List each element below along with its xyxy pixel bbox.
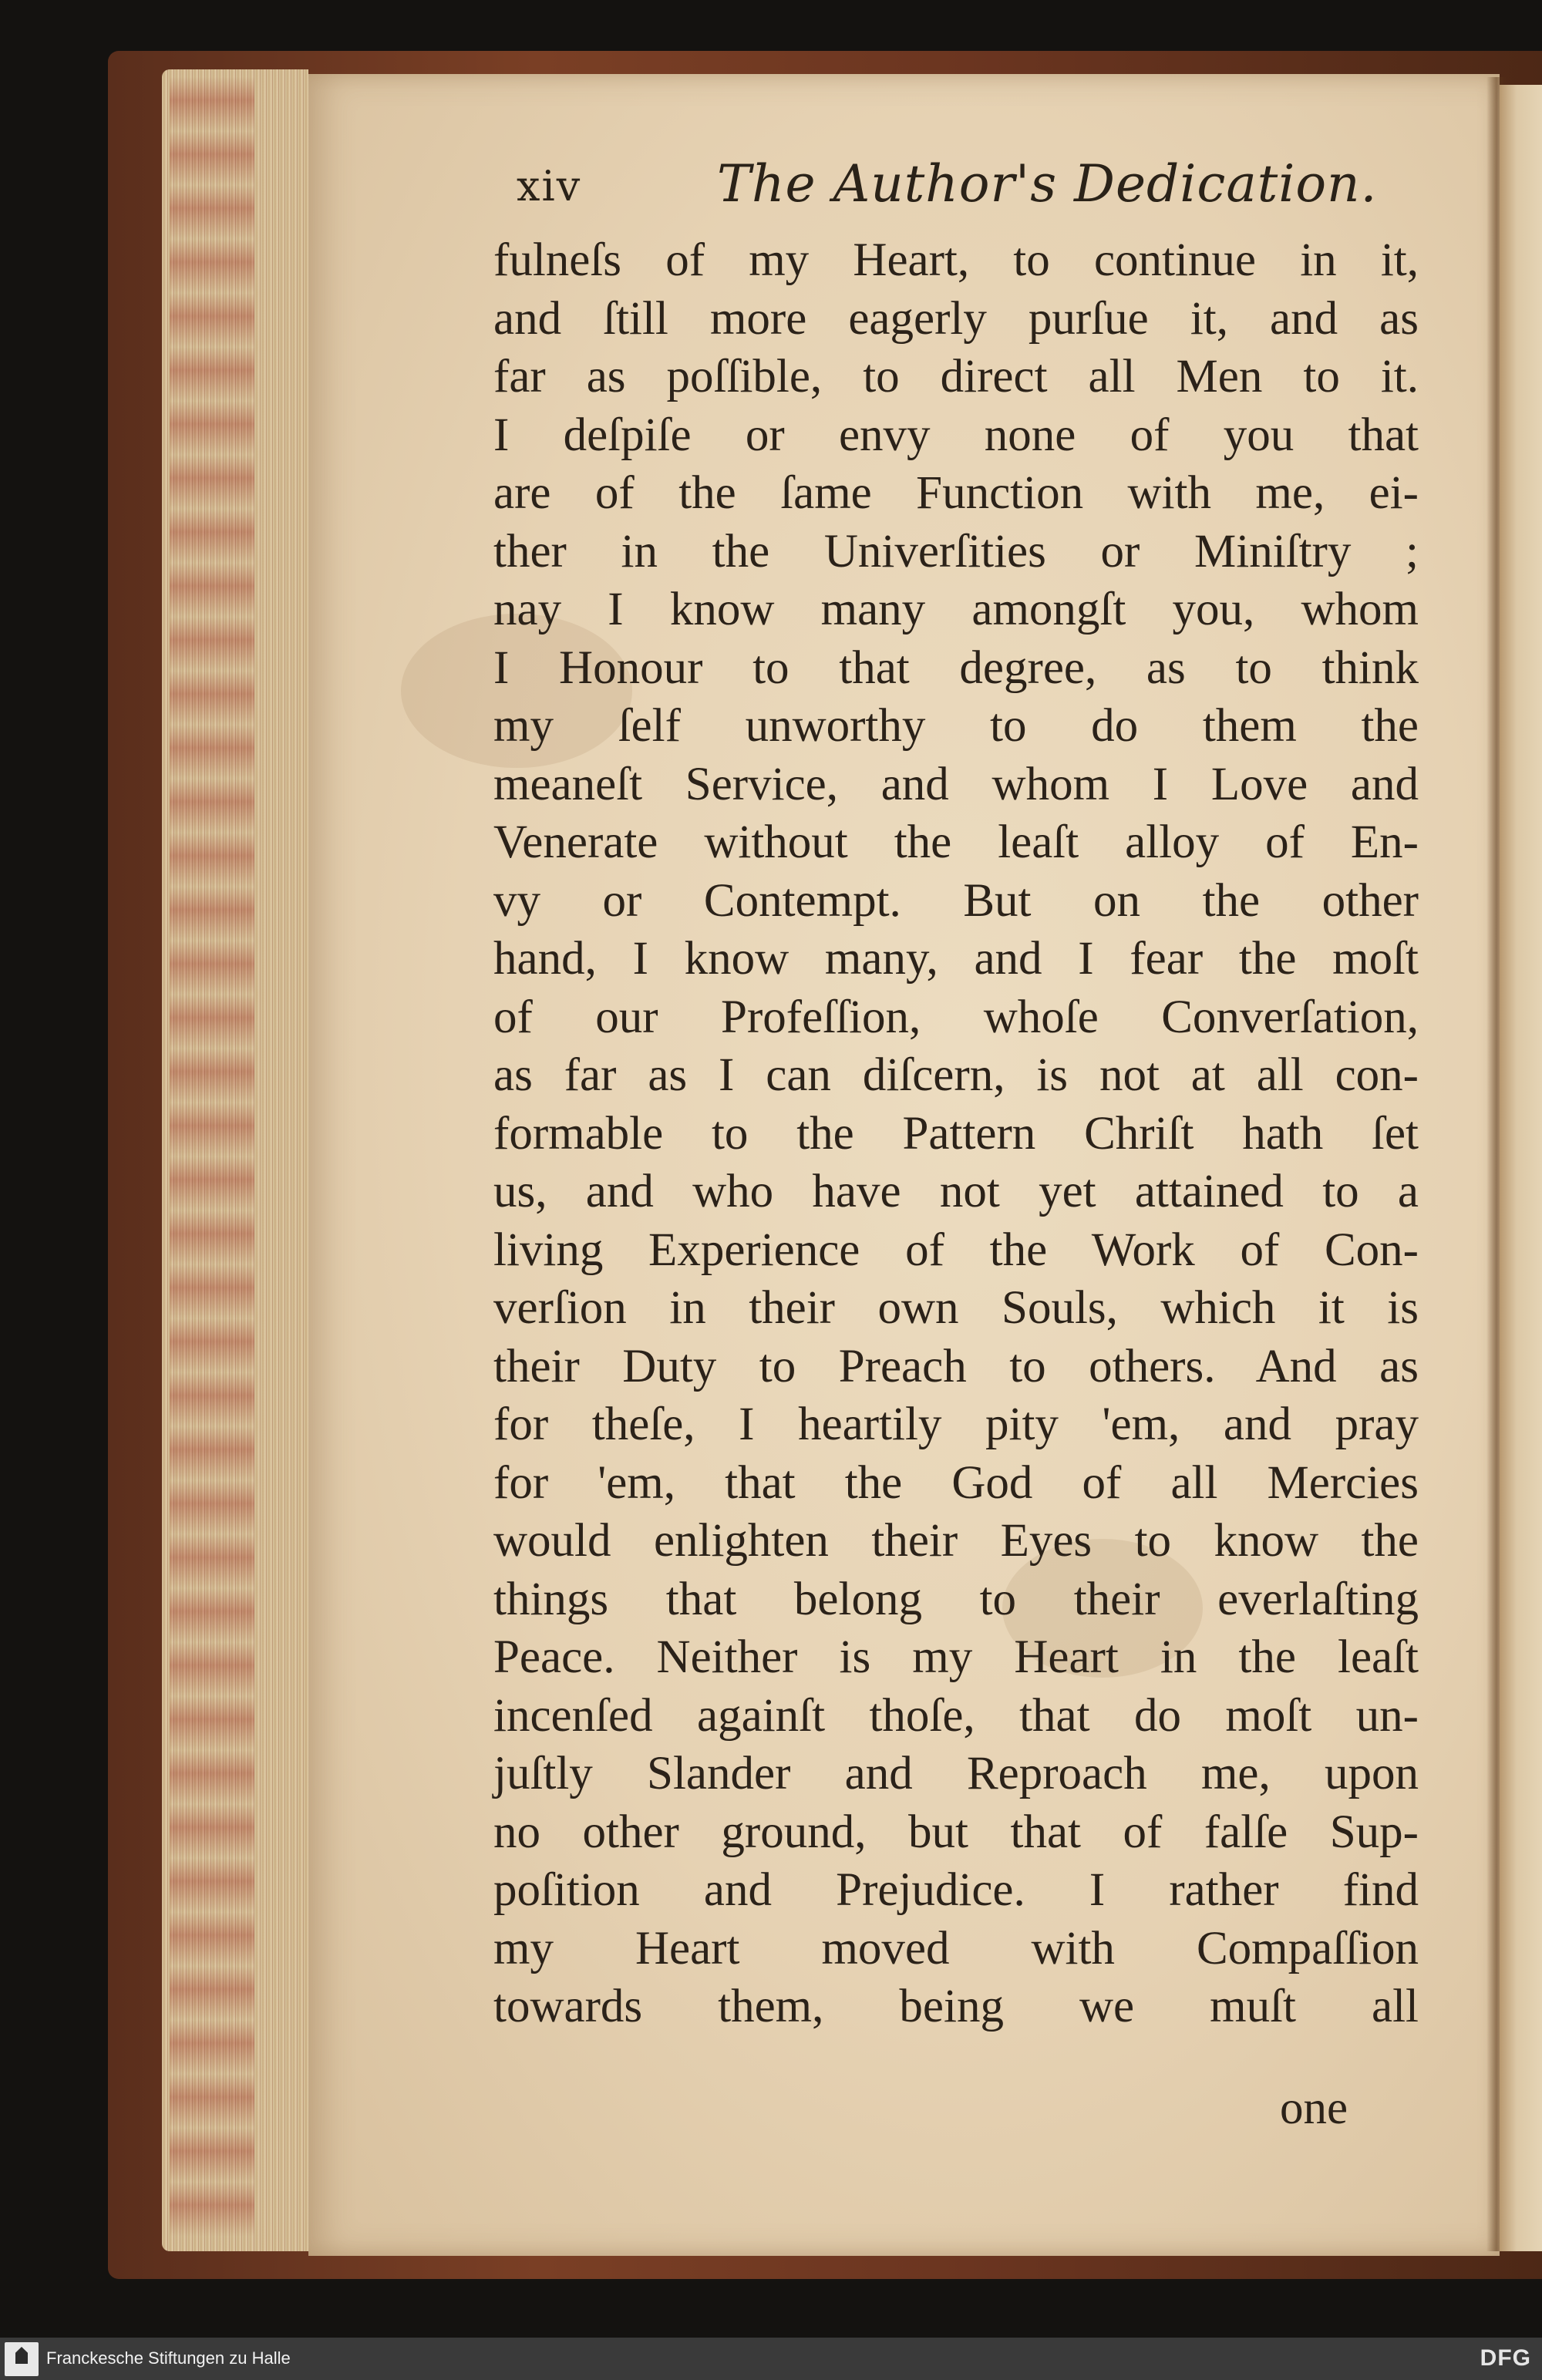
institution-name: Franckesche Stiftungen zu Halle — [46, 2348, 291, 2368]
institution-logo-icon — [5, 2342, 39, 2376]
page-header — [517, 154, 1403, 224]
text-line: I Honour to that degree, as to think — [493, 641, 1419, 694]
text-line: my Heart moved with Compaſſion — [493, 1922, 1419, 1974]
text-line: for 'em, that the God of all Mercies — [493, 1456, 1419, 1509]
text-line: Venerate without the leaſt alloy of En- — [493, 816, 1419, 868]
text-line: my ſelf unworthy to do them the — [493, 700, 1419, 752]
text-line: juſtly Slander and Reproach me, upon — [493, 1748, 1419, 1799]
dfg-logo: DFG — [1480, 2345, 1531, 2371]
text-line: for theſe, I heartily pity 'em, and pray — [493, 1399, 1419, 1450]
text-line: of our Profeſſion, whoſe Converſation, — [493, 991, 1419, 1043]
text-line: are of the ſame Function with me, ei- — [493, 467, 1419, 519]
text-line: I deſpiſe or envy none of you that — [493, 409, 1419, 461]
red-page-edge-stain — [170, 77, 254, 2236]
text-line: ther in the Univerſities or Miniſtry ; — [493, 525, 1419, 577]
running-head: The Author's Dedication. — [717, 154, 1378, 214]
text-line: us, and who have not yet attained to a — [493, 1166, 1419, 1217]
viewer-footer — [0, 2338, 1542, 2380]
text-line: towards them, being we muſt all — [493, 1981, 1419, 2032]
facing-page-edge — [1500, 85, 1542, 2251]
text-line: incenſed againſt thoſe, that do moſt un- — [493, 1689, 1419, 1742]
text-line: vy or Contempt. But on the other — [493, 874, 1419, 927]
text-line: would enlighten their Eyes to know the — [493, 1515, 1419, 1567]
text-line: far as poſſible, to direct all Men to it. — [493, 351, 1419, 402]
catchword: one — [1280, 2082, 1348, 2134]
text-line: nay I know many amongſt you, whom — [493, 584, 1419, 635]
text-line: Peace. Neither is my Heart in the leaſt — [493, 1631, 1419, 1683]
page-number: xiv — [517, 162, 582, 210]
text-line: verſion in their own Souls, which it is — [493, 1282, 1419, 1334]
text-line: things that belong to their everlaſting — [493, 1573, 1419, 1625]
text-line: meaneſt Service, and whom I Love and — [493, 758, 1419, 810]
text-line: no other ground, but that of falſe Sup- — [493, 1806, 1419, 1858]
text-line: poſition and Prejudice. I rather find — [493, 1864, 1419, 1916]
text-line: as far as I can diſcern, is not at all con- — [493, 1049, 1419, 1101]
text-line: hand, I know many, and I fear the moſt — [493, 933, 1419, 985]
text-line: fulneſs of my Heart, to continue in it, — [493, 234, 1419, 286]
body-text — [493, 231, 1419, 2036]
text-line: living Experience of the Work of Con- — [493, 1224, 1419, 1276]
text-line: their Duty to Preach to others. And as — [493, 1340, 1419, 1392]
text-line: and ſtill more eagerly purſue it, and as — [493, 292, 1419, 345]
text-line: formable to the Pattern Chriſt hath ſet — [493, 1107, 1419, 1160]
